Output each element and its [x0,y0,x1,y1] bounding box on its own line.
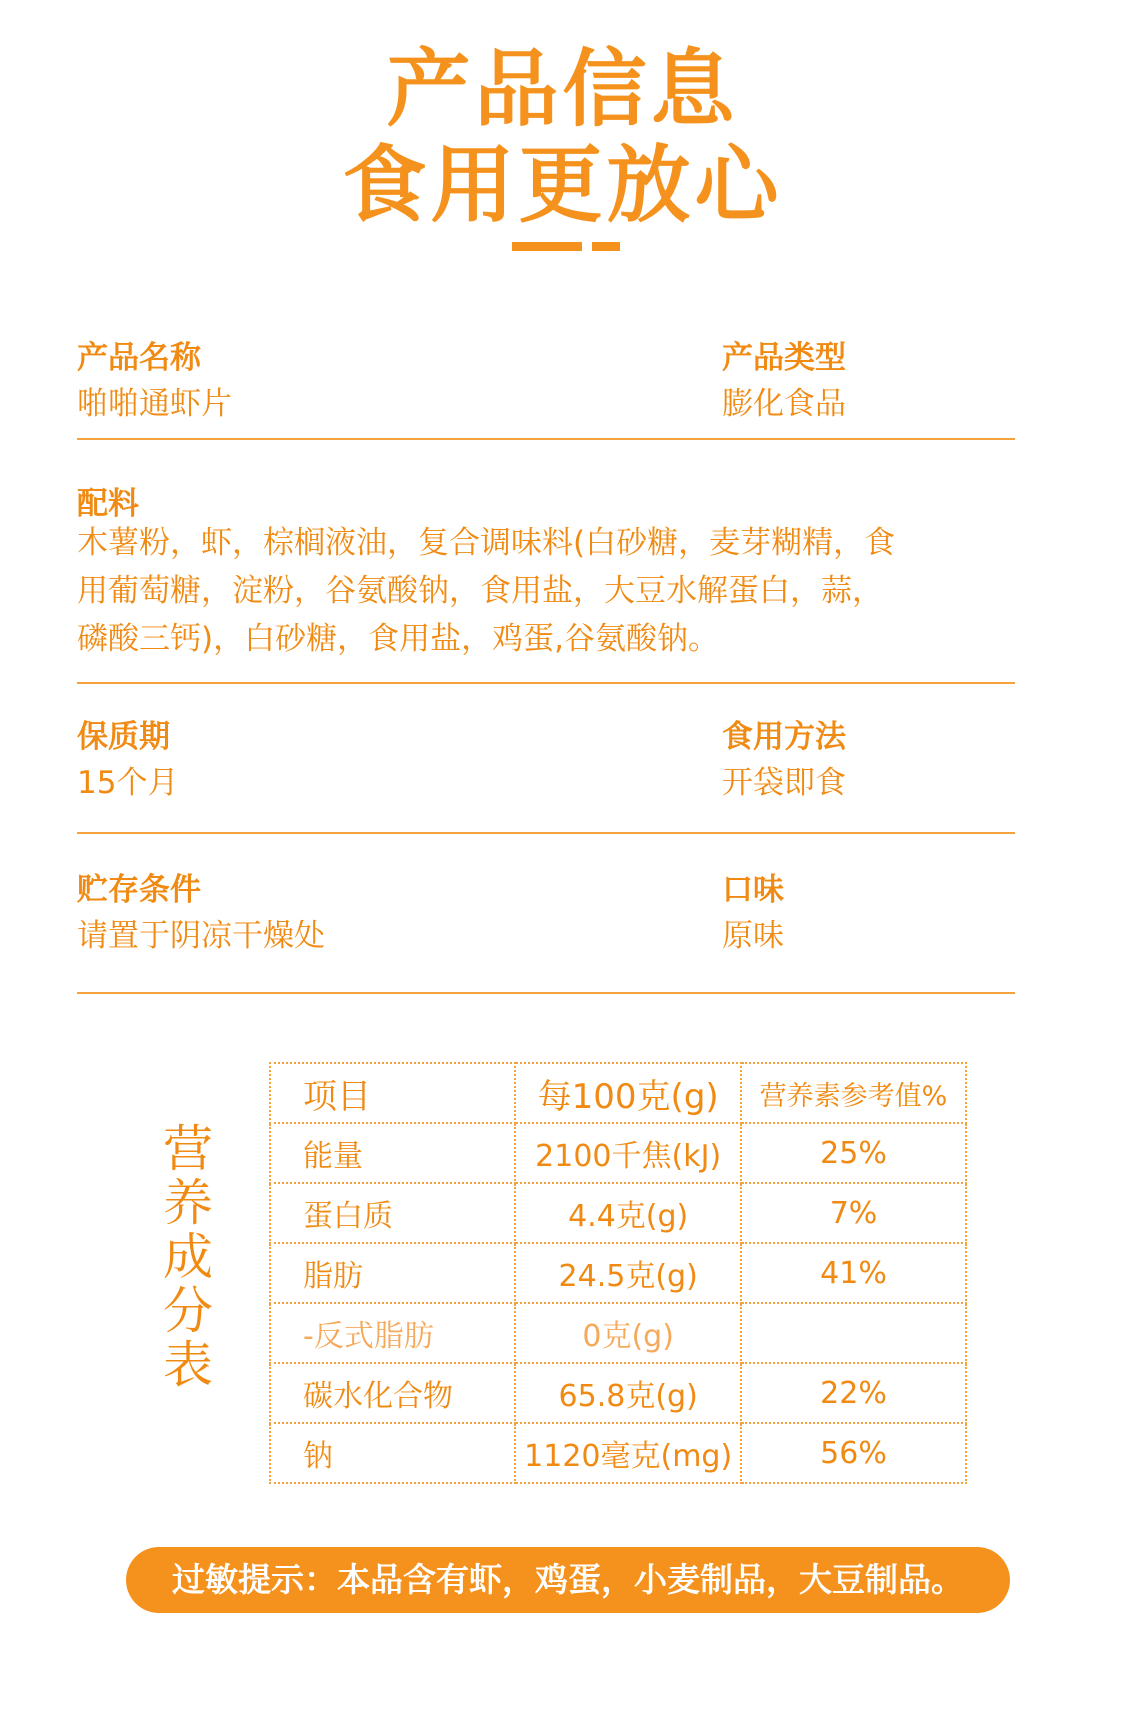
nutrition-side-title [158,1122,218,1392]
ingredients-line: 用葡萄糖，淀粉，谷氨酸钠，食用盐，大豆水解蛋白，蒜， [77,573,883,609]
ingredients-line: 磷酸三钙)，白砂糖，食用盐，鸡蛋,谷氨酸钠。 [77,621,719,657]
divider-4 [77,992,1015,994]
divider-2 [77,682,1015,684]
usage-value: 开袋即食 [722,765,846,801]
nutrient-name: 蛋白质 [270,1183,515,1243]
nutrition-table [269,1062,967,1484]
storage-value: 请置于阴凉干燥处 [77,918,325,954]
table-row [270,1123,966,1183]
table-row [270,1243,966,1303]
nutrient-name: 脂肪 [270,1243,515,1303]
storage-label: 贮存条件 [77,872,201,908]
header-per-100g: 每100克(g) [515,1063,741,1123]
header-item: 项目 [270,1063,515,1123]
nutrient-name: 钠 [270,1423,515,1483]
ingredients-line: 木薯粉，虾，棕榈液油，复合调味料(白砂糖，麦芽糊精，食 [77,525,896,561]
nutrient-nrv: 25% [741,1123,966,1183]
nutrient-name: 碳水化合物 [270,1363,515,1423]
nutrient-nrv: 56% [741,1423,966,1483]
table-row [270,1303,966,1363]
flavor-label: 口味 [722,872,784,908]
product-type-value: 膨化食品 [722,386,846,422]
table-row [270,1423,966,1483]
side-title-char: 成 [163,1228,213,1286]
usage-label: 食用方法 [722,719,846,755]
nutrient-nrv [741,1303,966,1363]
hero-dash-short [592,242,620,251]
nutrient-amount: 0克(g) [515,1303,741,1363]
nutrient-nrv: 41% [741,1243,966,1303]
shelf-life-label: 保质期 [77,719,170,755]
table-row [270,1183,966,1243]
product-type-label: 产品类型 [722,340,846,376]
nutrient-amount: 65.8克(g) [515,1363,741,1423]
hero-title-line2: 食用更放心 [342,136,783,234]
nutrient-name: 能量 [270,1123,515,1183]
nutrient-amount: 24.5克(g) [515,1243,741,1303]
nutrient-amount: 2100千焦(kJ) [515,1123,741,1183]
product-name-value: 啪啪通虾片 [77,386,232,422]
hero-dash-long [512,242,582,251]
shelf-life-value: 15个月 [77,765,179,801]
flavor-value: 原味 [722,918,784,954]
nutrition-header-row [270,1063,966,1123]
nutrient-amount: 4.4克(g) [515,1183,741,1243]
ingredients-label: 配料 [77,486,139,522]
nutrient-nrv: 22% [741,1363,966,1423]
side-title-char: 营 [163,1120,213,1178]
product-name-label: 产品名称 [77,340,201,376]
ingredients-text [77,519,1027,663]
side-title-char: 养 [163,1174,213,1232]
divider-1 [77,438,1015,440]
nutrient-amount: 1120毫克(mg) [515,1423,741,1483]
allergy-banner: 过敏提示：本品含有虾，鸡蛋，小麦制品，大豆制品。 [126,1547,1010,1613]
side-title-char: 表 [163,1336,213,1394]
nutrient-nrv: 7% [741,1183,966,1243]
divider-3 [77,832,1015,834]
nutrient-name: -反式脂肪 [270,1303,515,1363]
header-nrv: 营养素参考值% [741,1063,966,1123]
hero-title-line1: 产品信息 [386,40,739,138]
table-row [270,1363,966,1423]
side-title-char: 分 [163,1282,213,1340]
